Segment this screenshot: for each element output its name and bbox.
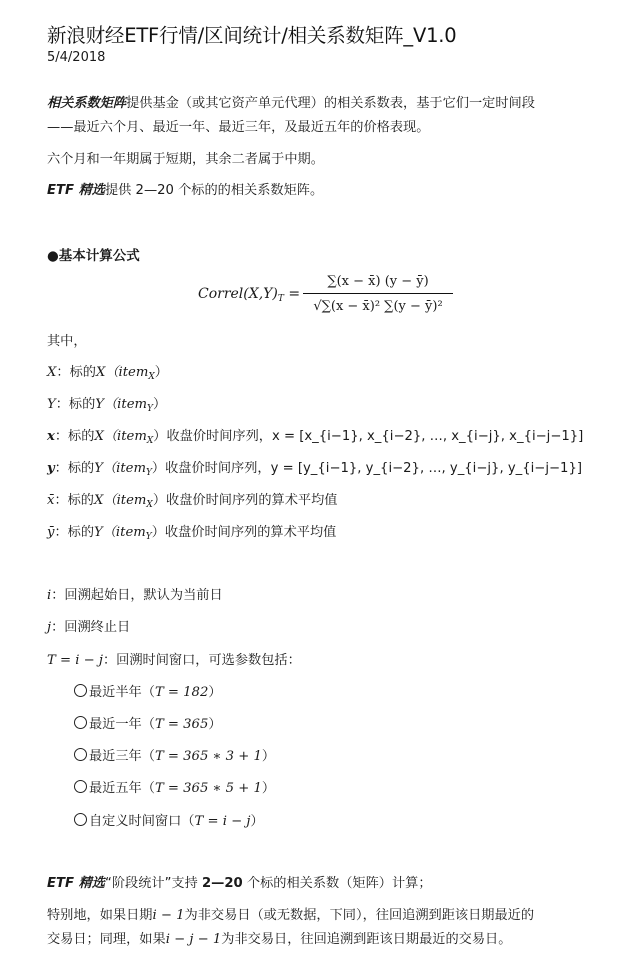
param-i: i：回溯起始日，默认为当前日: [47, 588, 223, 603]
definition-row: x：标的X（item$_X$）收盘价时间序列，x = [x_{i−1}, x_{i−2}, …, x_{i−j}, x_{i−j−1}]: [47, 429, 584, 446]
formula-denominator: √∑(x − x̄)² ∑(y − ȳ)²: [313, 299, 443, 314]
page-title: 新浪财经ETF行情/区间统计/相关系数矩阵_V1.0: [47, 24, 457, 47]
formula-numerator: ∑(x − x̄) (y − ȳ): [327, 274, 429, 289]
intro-line1-text: 提供基金（或其它资产单元代理）的相关系数表，基于它们一定时间段: [126, 96, 535, 111]
document-date: 5/4/2018: [47, 50, 106, 65]
circle-bullet-icon: [74, 716, 87, 729]
definition-row: ȳ：标的Y（item$_Y$）收盘价时间序列的算术平均值: [47, 525, 337, 542]
circle-bullet-icon: [74, 813, 87, 826]
definition-row: y：标的Y（item$_Y$）收盘价时间序列，y = [y_{i−1}, y_{i−2}, …, y_{i−j}, y_{i−j−1}]: [47, 461, 582, 478]
correlation-formula: [198, 272, 458, 324]
intro-line-2: ——最近六个月、最近一年、最近三年，及最近五年的价格表现。: [47, 120, 430, 135]
circle-bullet-icon: [74, 684, 87, 697]
intro-line4-text: 提供 2—20 个标的的相关系数矩阵。: [104, 183, 324, 198]
footer-line-2: 特别地，如果日期i − 1为非交易日（或无数据，下同），往回追溯到距该日期最近的: [47, 908, 535, 923]
option-three-years: 最近三年（T = 365 ∗ 3 + 1）: [74, 745, 275, 769]
term-etf-select: ETF 精选: [47, 183, 105, 198]
option-one-year: 最近一年（T = 365）: [74, 713, 222, 737]
intro-line-4: [47, 179, 323, 203]
circle-bullet-icon: [74, 780, 87, 793]
intro-paragraph-1: [47, 92, 535, 116]
option-custom-window: 自定义时间窗口（T = i − j）: [74, 810, 264, 834]
option-half-year: 最近半年（T = 182）: [74, 681, 222, 705]
formula-fraction: [303, 272, 453, 318]
param-t: T = i − j：回溯时间窗口，可选参数包括：: [47, 653, 301, 668]
intro-line-3: 六个月和一年期属于短期，其余二者属于中期。: [47, 152, 324, 167]
formula-lhs: $Correl(X,Y)_T$ =: [198, 286, 301, 304]
circle-bullet-icon: [74, 748, 87, 761]
param-j: j：回溯终止日: [47, 620, 131, 635]
section-heading: ●基本计算公式: [47, 248, 140, 264]
definition-row: Y：标的Y（item$_Y$）: [47, 397, 167, 414]
footer-line-3: 交易日；同理，如果i − j − 1为非交易日，往回追溯到距该日期最近的交易日。: [47, 932, 512, 947]
footer-line-1: ETF 精选“阶段统计”支持 2—20 个标的相关系数（矩阵）计算；: [47, 876, 432, 891]
option-five-years: 最近五年（T = 365 ∗ 5 + 1）: [74, 777, 275, 801]
definition-row: x̄：标的X（item$_X$）收盘价时间序列的算术平均值: [47, 493, 338, 510]
definition-row: X：标的X（item$_X$）: [47, 365, 168, 382]
term-correlation-matrix: 相关系数矩阵: [47, 96, 127, 111]
fraction-bar: [303, 293, 453, 294]
where-label: 其中，: [47, 334, 87, 349]
